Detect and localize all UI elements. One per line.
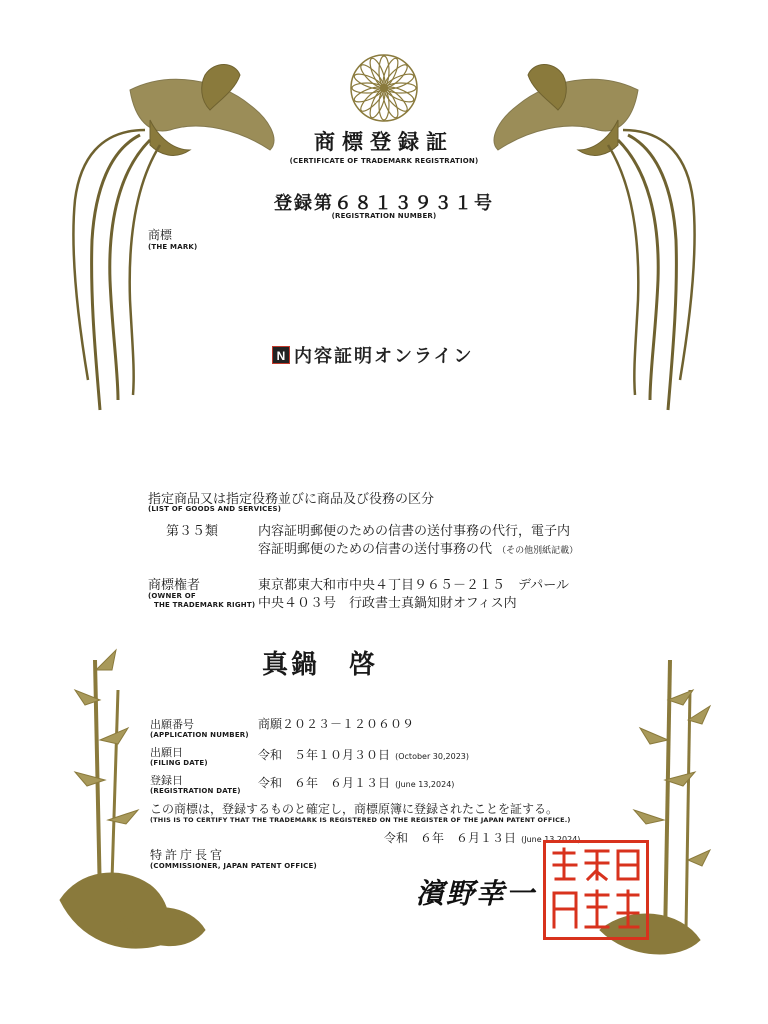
mark-label: 商標 [148,228,173,242]
certify-statement: この商標は，登録するものと確定し，商標原簿に登録されたことを証する。 [150,802,559,816]
registration-number: 登録第６８１３９３１号 [274,193,494,214]
registration-date-wrap [258,772,454,791]
owner-name: 真鍋 啓 [262,650,379,680]
phoenix-right-icon [494,64,694,410]
trademark-badge-icon: N [272,346,290,364]
filing-date-value-en: (October 30,2023) [395,752,469,761]
trademark-logo [272,342,473,368]
chrysanthemum-crest-icon [351,55,417,121]
filing-date-label-en: (FILING DATE) [150,759,208,767]
goods-label: 指定商品又は指定役務並びに商品及び役務の区分 [148,492,435,507]
commissioner-label: 特許庁長官 [150,848,226,862]
official-seal [543,840,649,940]
filing-date-wrap [258,744,469,763]
commissioner-signature: 濱野幸一 [416,877,537,910]
goods-line-1: 内容証明郵便のための信書の送付事務の代行，電子内 [258,524,571,539]
application-number-value: 商願２０２３－１２０６０９ [258,717,415,731]
registration-date-value-en: (June 13,2024) [395,780,455,789]
goods-note: （その他別紙記載） [497,546,579,556]
application-number-label-en: (APPLICATION NUMBER) [150,731,249,739]
trademark-text: 内容証明オンライン [294,346,474,367]
registration-date-label: 登録日 [150,774,183,787]
goods-label-en: (LIST OF GOODS AND SERVICES) [148,505,282,513]
filing-date-value: 令和 ５年１０月３０日 [258,748,391,762]
class-label: 第３５類 [166,524,219,539]
goods-line-2: 容証明郵便のための信書の送付事務の代 [258,542,493,557]
certificate-title: 商標登録証 [314,129,454,154]
bamboo-left-icon [60,650,205,948]
phoenix-left-icon [73,64,273,410]
owner-label-en-1: (OWNER OF [148,592,196,600]
goods-line-2-wrap [258,538,578,557]
seal-glyph-icon [546,843,646,937]
certify-statement-en: (THIS IS TO CERTIFY THAT THE TRADEMARK IS REGISTERED ON THE REGISTER OF THE JAPAN PATENT OFFICE.) [150,816,571,824]
mark-label-en: (THE MARK) [148,243,198,251]
owner-address-2: 中央４０３号 行政書士真鍋知財オフィス内 [258,596,517,611]
filing-date-label: 出願日 [150,746,183,759]
owner-address-1: 東京都東大和市中央４丁目９６５－２１５ デパール [258,578,569,593]
issue-date-en: (June 13,2024) [521,835,581,844]
registration-number-en: (REGISTRATION NUMBER) [331,212,437,220]
registration-date-value: 令和 ６年 ６月１３日 [258,776,391,790]
owner-label: 商標権者 [148,578,201,593]
owner-label-en-2: THE TRADEMARK RIGHT) [154,601,256,609]
commissioner-label-en: (COMMISSIONER, JAPAN PATENT OFFICE) [150,862,317,870]
application-number-label: 出願番号 [150,718,194,731]
certificate-title-en: (CERTIFICATE OF TRADEMARK REGISTRATION) [289,157,479,165]
issue-date: 令和 ６年 ６月１３日 [384,831,517,845]
registration-date-label-en: (REGISTRATION DATE) [150,787,241,795]
